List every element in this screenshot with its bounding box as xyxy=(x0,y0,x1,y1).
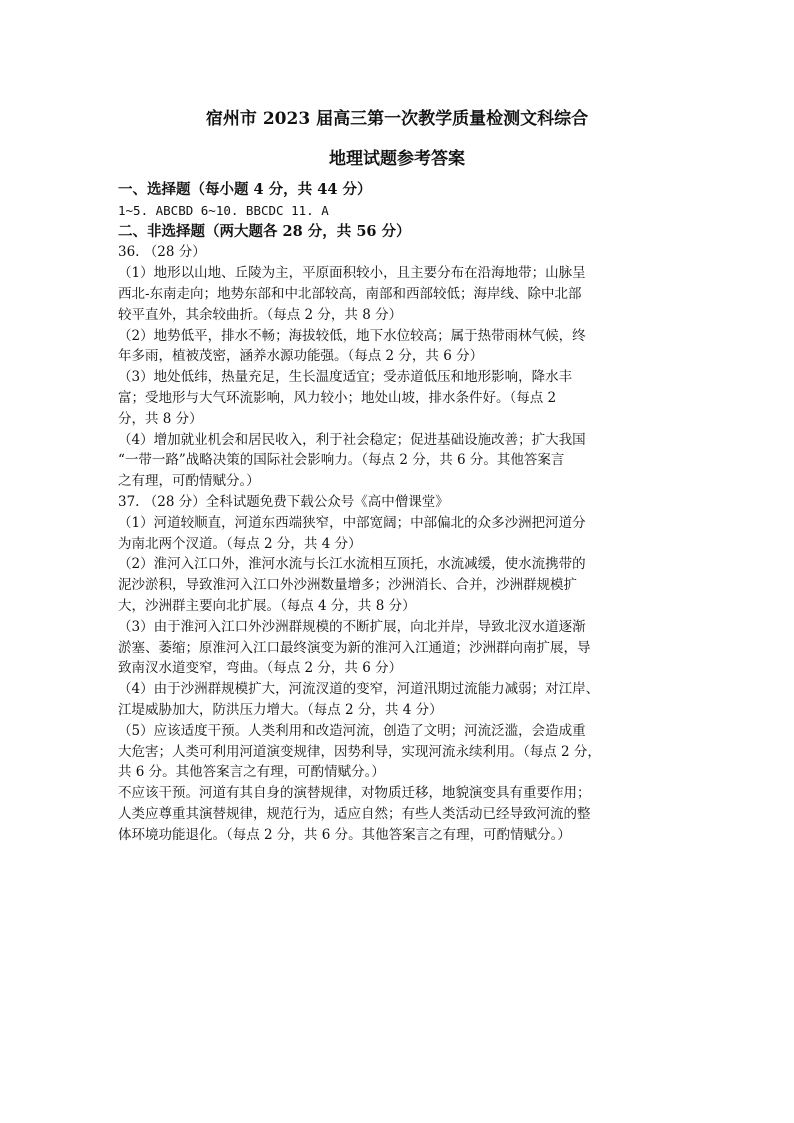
answer-line: 较平直外，其余较曲折。（每点 2 分，共 8 分） xyxy=(118,306,403,323)
answer-line: 泥沙淤积，导致淮河入江口外沙洲数量增多；沙洲消长、合并，沙洲群规模扩 xyxy=(118,577,577,594)
answer-line: 年多雨，植被茂密，涵养水源功能强。（每点 2 分，共 6 分） xyxy=(118,348,484,365)
question-37-heading: 37. （28 分）全科试题免费下载公众号《高中僧课堂》 xyxy=(118,493,449,510)
answer-line: 西北-东南走向；地势东部和中北部较高，南部和西部较低；海岸线、除中北部 xyxy=(118,285,582,302)
answer-line: （4）增加就业机会和居民收入，利于社会稳定；促进基础设施改善；扩大我国 xyxy=(118,431,586,448)
answer-line: 共 6 分。其他答案言之有理，可酌情赋分。） xyxy=(118,764,385,781)
section-heading-choice: 一、选择题（每小题 4 分，共 44 分） xyxy=(118,181,372,198)
answer-line: 体环境功能退化。（每点 2 分，共 6 分。其他答案言之有理，可酌情赋分。） xyxy=(118,826,571,843)
question-36-heading: 36. （28 分） xyxy=(118,244,206,261)
answer-line: 人类应尊重其演替规律，规范行为，适应自然；有些人类活动已经导致河流的整 xyxy=(118,805,591,822)
answer-line: 不应该干预。河道有其自身的演替规律，对物质迁移，地貌演变具有重要作用； xyxy=(118,785,591,802)
answer-line: （2）地势低平，排水不畅；海拔较低，地下水位较高；属于热带雨林气候，终 xyxy=(118,327,586,344)
document-subtitle: 地理试题参考答案 xyxy=(329,149,465,169)
answer-line: 富；受地形与大气环流影响，风力较小；地处山坡，排水条件好。（每点 2 xyxy=(118,389,557,406)
answer-line: （3）地处低纬，热量充足，生长温度适宜；受赤道低压和地形影响，降水丰 xyxy=(118,369,573,386)
answer-line: 江堤威胁加大，防洪压力增大。（每点 2 分，共 4 分） xyxy=(118,701,443,718)
answer-line: 大，沙洲群主要向北扩展。（每点 4 分，共 8 分） xyxy=(118,597,416,614)
answer-line: 大危害；人类可利用河道演变规律，因势利导，实现河流永续利用。（每点 2 分， xyxy=(118,743,601,760)
answer-line: 淤塞、萎缩；原淮河入江口最终演变为新的淮河入江通道；沙洲群向南扩展，导 xyxy=(118,639,591,656)
answer-content xyxy=(118,180,678,846)
answer-line: 为南北两个汊道。（每点 2 分，共 4 分） xyxy=(118,535,362,552)
answer-line: “一带一路”战略决策的国际社会影响力。（每点 2 分，共 6 分。其他答案言 xyxy=(118,452,565,469)
answer-line: （1）地形以山地、丘陵为主，平原面积较小，且主要分布在沿海地带；山脉呈 xyxy=(118,265,586,282)
answer-line: 分，共 8 分） xyxy=(118,410,203,427)
answer-line: 之有理，可酌情赋分。） xyxy=(118,473,260,490)
choice-answers: 1~5. ABCBD 6~10. BBCDC 11. A xyxy=(118,202,329,218)
section-heading-non-choice: 二、非选择题（两大题各 28 分，共 56 分） xyxy=(118,222,411,240)
answer-line: （5）应该适度干预。人类利用和改造河流，创造了文明；河流泛滥，会造成重 xyxy=(118,722,586,739)
answer-line: （2）淮河入江口外，淮河水流与长江水流相互顶托，水流减缓，使水流携带的 xyxy=(118,556,586,573)
answer-line: 致南汊水道变窄，弯曲。（每点 2 分，共 6 分） xyxy=(118,660,403,677)
answer-line: （3）由于淮河入江口外沙洲群规模的不断扩展，向北并岸，导致北汊水道逐渐 xyxy=(118,618,586,635)
document-title: 宿州市 2023 届高三第一次教学质量检测文科综合 xyxy=(205,109,589,129)
answer-line: （1）河道较顺直，河道东西端狭窄，中部宽阔；中部偏北的众多沙洲把河道分 xyxy=(118,514,586,531)
answer-line: （4）由于沙洲群规模扩大，河流汊道的变窄，河道汛期过流能力减弱；对江岸、 xyxy=(118,681,600,698)
